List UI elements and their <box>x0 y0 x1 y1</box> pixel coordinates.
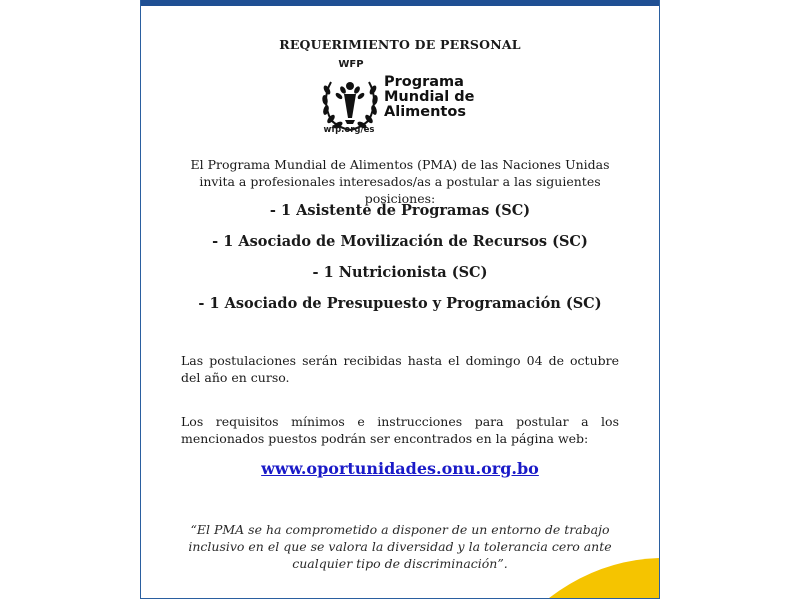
deadline-paragraph: Las postulaciones serán recibidas hasta el domingo 04 de octubre del año en curso. <box>181 353 619 385</box>
inclusion-quote: “El PMA se ha comprometido a disponer de un entorno de trabajo inclusivo en el que se valora la diversidad y la tolerancia cero ante cualquier tipo de discriminación”. <box>188 522 612 571</box>
document-page <box>140 0 660 599</box>
website-container <box>141 459 659 478</box>
intro-paragraph: El Programa Mundial de Alimentos (PMA) de las Naciones Unidas invita a profesionales interesados/as a postular a las siguientes posiciones: <box>190 157 610 206</box>
corner-accent-shape <box>539 558 659 598</box>
top-accent-bar <box>141 0 659 6</box>
document-heading: REQUERIMIENTO DE PERSONAL <box>279 37 521 52</box>
position-item: - 1 Nutricionista (SC) <box>312 264 488 281</box>
organization-name-line: Alimentos <box>384 104 466 120</box>
position-item: - 1 Asociado de Presupuesto y Programación (SC) <box>198 295 602 312</box>
website-link[interactable]: www.oportunidades.onu.org.bo <box>261 459 539 478</box>
organization-name <box>384 75 474 120</box>
positions-list <box>141 201 659 325</box>
position-item: - 1 Asociado de Movilización de Recursos (SC) <box>212 233 588 250</box>
organization-name-line: Programa <box>384 74 464 90</box>
position-item: - 1 Asistente de Programas (SC) <box>269 202 531 219</box>
wfp-acronym: WFP <box>338 59 364 70</box>
wfp-url-label: wfp.org/es <box>323 125 375 135</box>
wfp-logo <box>317 60 487 138</box>
organization-name-line: Mundial de <box>384 89 475 105</box>
requirements-paragraph: Los requisitos mínimos e instrucciones para postular a los mencionados puestos podrán ser encontrados en la página web: <box>181 414 619 446</box>
